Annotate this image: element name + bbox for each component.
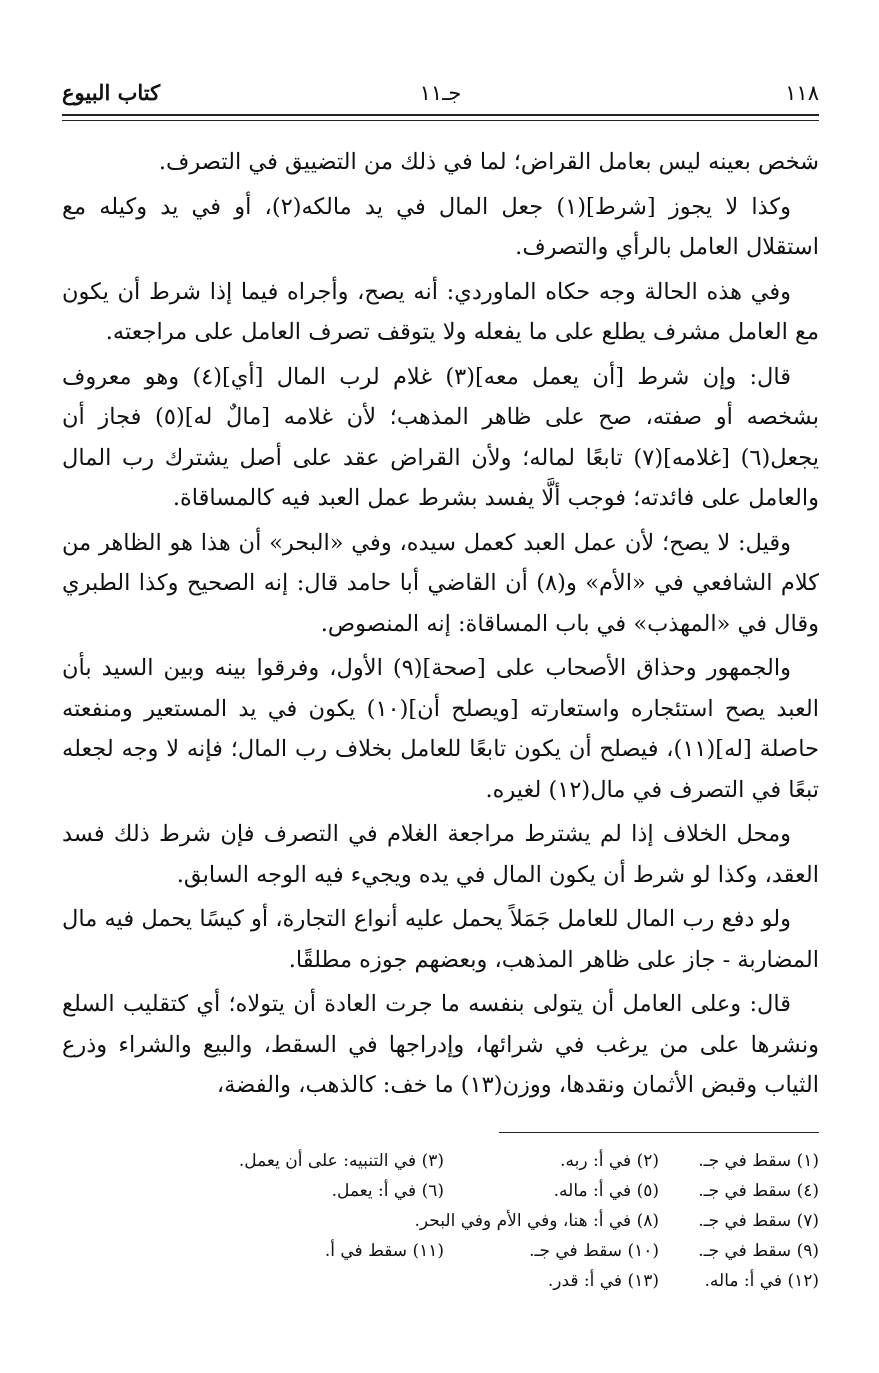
- paragraph: وفي هذه الحالة وجه حكاه الماوردي: أنه يصح، وأجراه فيما إذا شرط أن يكون مع العامل مشرف يطلع على ما يفعله ولا يتوقف تصرف العامل على مراجعته.: [62, 278, 819, 345]
- running-header: [62, 78, 819, 112]
- paragraph: ومحل الخلاف إذا لم يشترط مراجعة الغلام في التصرف فإن شرط ذلك فسد العقد، وكذا لو شرط أن يكون المال في يده ويجيء فيه الوجه السابق.: [62, 821, 819, 888]
- header-rule: [62, 114, 819, 116]
- footnote: (١٣) في أ: قدر.: [547, 1271, 659, 1291]
- paragraph: قال: وعلى العامل أن يتولى بنفسه ما جرت العادة أن يتولاه؛ أي كتقليب السلع ونشرها على من يرغب في شرائها، وإدراجها في السقط، والبيع والشراء وذرع الثياب وقبض الأثمان ونقدها، ووزن(١٣) ما خف: كالذهب، والفضة،: [62, 991, 819, 1098]
- footnote: (٥) في أ: ماله.: [553, 1181, 659, 1201]
- paragraph: شخص بعينه ليس بعامل القراض؛ لما في ذلك من التضييق في التصرف.: [158, 149, 819, 175]
- header-rule-thin: [62, 120, 819, 121]
- footnote: (١) سقط في جـ.: [698, 1151, 819, 1171]
- footnote: (٤) سقط في جـ.: [698, 1181, 819, 1201]
- footnote: (١٢) في أ: ماله.: [704, 1271, 819, 1291]
- paragraph: وقيل: لا يصح؛ لأن عمل العبد كعمل سيده، وفي «البحر» أن هذا هو الظاهر من كلام الشافعي في «الأم» و(٨) أن القاضي أبا حامد قال: إنه الصحيح وكذا الطبري وقال في «المهذب» في باب المساقاة: إنه المنصوص.: [62, 529, 819, 637]
- book-title: كتاب البيوع: [62, 80, 161, 105]
- footnote-row: [102, 1176, 819, 1206]
- footnote: (٨) في أ: هنا، وفي الأم وفي البحر.: [414, 1211, 659, 1231]
- footnote-row: [102, 1236, 819, 1266]
- footnote: (٩) سقط في جـ.: [698, 1241, 819, 1261]
- footnote: (٢) في أ: ربه.: [560, 1151, 659, 1171]
- paragraph: ولو دفع رب المال للعامل جَمَلاً يحمل عليه أنواع التجارة، أو كيسًا يحمل فيه مال المضاربة - جاز على ظاهر المذهب، وبعضهم جوزه مطلقًا.: [62, 906, 819, 973]
- document-page: [62, 0, 819, 1373]
- footnotes: [102, 1146, 819, 1296]
- footnote-row: [102, 1206, 819, 1236]
- footnote-separator: [499, 1132, 819, 1133]
- page-number: ١١٨: [785, 81, 819, 105]
- footnote: (٣) في التنبيه: على أن يعمل.: [238, 1151, 444, 1171]
- footnote: (٧) سقط في جـ.: [698, 1211, 819, 1231]
- footnote-row: [102, 1146, 819, 1176]
- paragraph: وكذا لا يجوز [شرط](١) جعل المال في يد مالكه(٢)، أو في يد وكيله مع استقلال العامل بالرأي والتصرف.: [62, 193, 819, 260]
- footnote-row: [102, 1266, 819, 1296]
- footnote: (٦) في أ: يعمل.: [331, 1181, 444, 1201]
- main-text: [62, 142, 819, 1110]
- paragraph: والجمهور وحذاق الأصحاب على [صحة](٩) الأول، وفرقوا بينه وبين السيد بأن العبد يصح استئجاره واستعارته [ويصلح أن](١٠) يكون في يد المستعير ومنفعته حاصلة [له](١١)، فيصلح أن يكون تابعًا للعامل بخلاف رب المال؛ فإنه لا وجه لجعله تبعًا في التصرف في مال(١٢) لغيره.: [62, 655, 819, 803]
- paragraph: قال: وإن شرط [أن يعمل معه](٣) غلام لرب المال [أي](٤) وهو معروف بشخصه أو صفته، صح على ظاهر المذهب؛ لأن غلامه [مالٌ له](٥) فجاز أن يجعل(٦) [غلامه](٧) تابعًا لماله؛ ولأن القراض عقد على أصل يشترك رب المال والعامل على فائدته؛ فوجب ألَّا يفسد بشرط عمل العبد فيه كالمساقاة.: [62, 363, 819, 511]
- footnote: (١١) سقط في أ.: [324, 1241, 444, 1261]
- volume-label: جـ١١: [419, 81, 462, 105]
- footnote: (١٠) سقط في جـ.: [529, 1241, 659, 1261]
